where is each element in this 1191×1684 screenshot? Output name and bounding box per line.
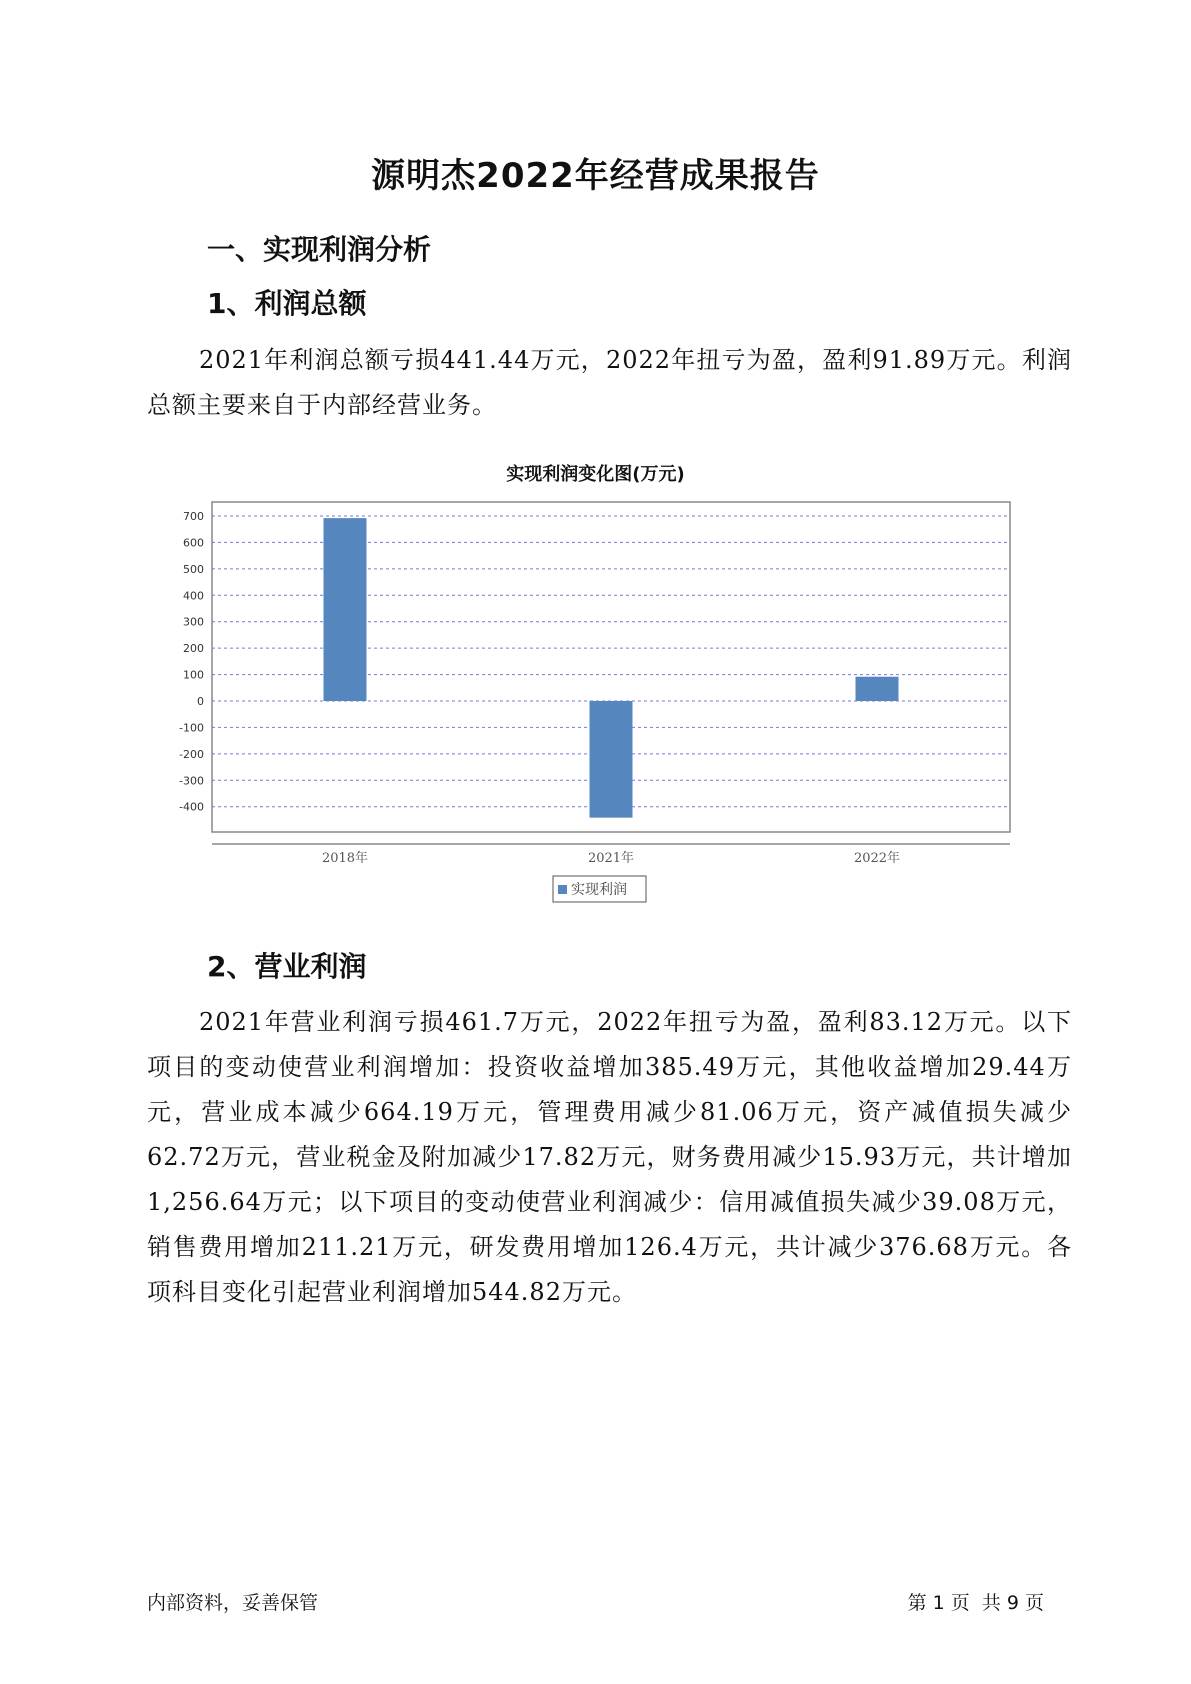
x-tick-label: 2022年 — [853, 851, 901, 866]
bar-2022年 — [856, 677, 899, 701]
y-tick-label: -400 — [179, 800, 204, 814]
y-tick-label: 500 — [183, 562, 204, 576]
y-tick-label: 600 — [183, 536, 204, 550]
subsection-heading-operating-profit: 2、营业利润 — [207, 950, 367, 983]
y-tick-label: 100 — [183, 668, 204, 682]
paragraph-profit-total: 2021年利润总额亏损441.44万元，2022年扭亏为盈，盈利91.89万元。利润总额主要来自于内部经营业务。 — [147, 346, 1072, 419]
page-number: 第 1 页 共 9 页 — [907, 1592, 1044, 1614]
y-tick-label: -100 — [179, 721, 204, 735]
x-tick-label: 2018年 — [321, 851, 369, 866]
bar-2018年 — [324, 518, 367, 701]
y-tick-label: 300 — [183, 615, 204, 629]
footer-confidential-note: 内部资料，妥善保管 — [147, 1592, 319, 1614]
y-tick-label: 400 — [183, 589, 204, 603]
y-tick-label: -200 — [179, 747, 204, 761]
paragraph-operating-profit: 2021年营业利润亏损461.7万元，2022年扭亏为盈，盈利83.12万元。以下项目的变动使营业利润增加：投资收益增加385.49万元，其他收益增加29.44万元，营业成本减少664.19万元，管理费用减少81.06万元，资产减值损失减少62.72万元，营业税金及附加减少17.82万元，财务费用减少15.93万元，共计增加1,256.64万元；以下项目的变动使营业利润减少：信用减值损失减少39.08万元，销售费用增加211.21万元，研发费用增加126.4万元，共计减少376.68万元。各项科目变化引起营业利润增加544.82万元。 — [147, 1008, 1072, 1306]
x-tick-label: 2021年 — [587, 851, 635, 866]
y-tick-label: -300 — [179, 774, 204, 788]
legend-swatch — [558, 885, 567, 894]
y-tick-label: 0 — [197, 695, 204, 708]
y-tick-label: 200 — [183, 642, 204, 656]
y-tick-label: 700 — [183, 510, 204, 523]
section-heading: 一、实现利润分析 — [207, 233, 432, 266]
legend-label: 实现利润 — [571, 882, 627, 898]
bar-2021年 — [590, 701, 633, 818]
subsection-heading-profit-total: 1、利润总额 — [207, 287, 367, 320]
report-title: 源明杰2022年经营成果报告 — [371, 156, 820, 196]
chart-title: 实现利润变化图(万元) — [506, 464, 685, 485]
